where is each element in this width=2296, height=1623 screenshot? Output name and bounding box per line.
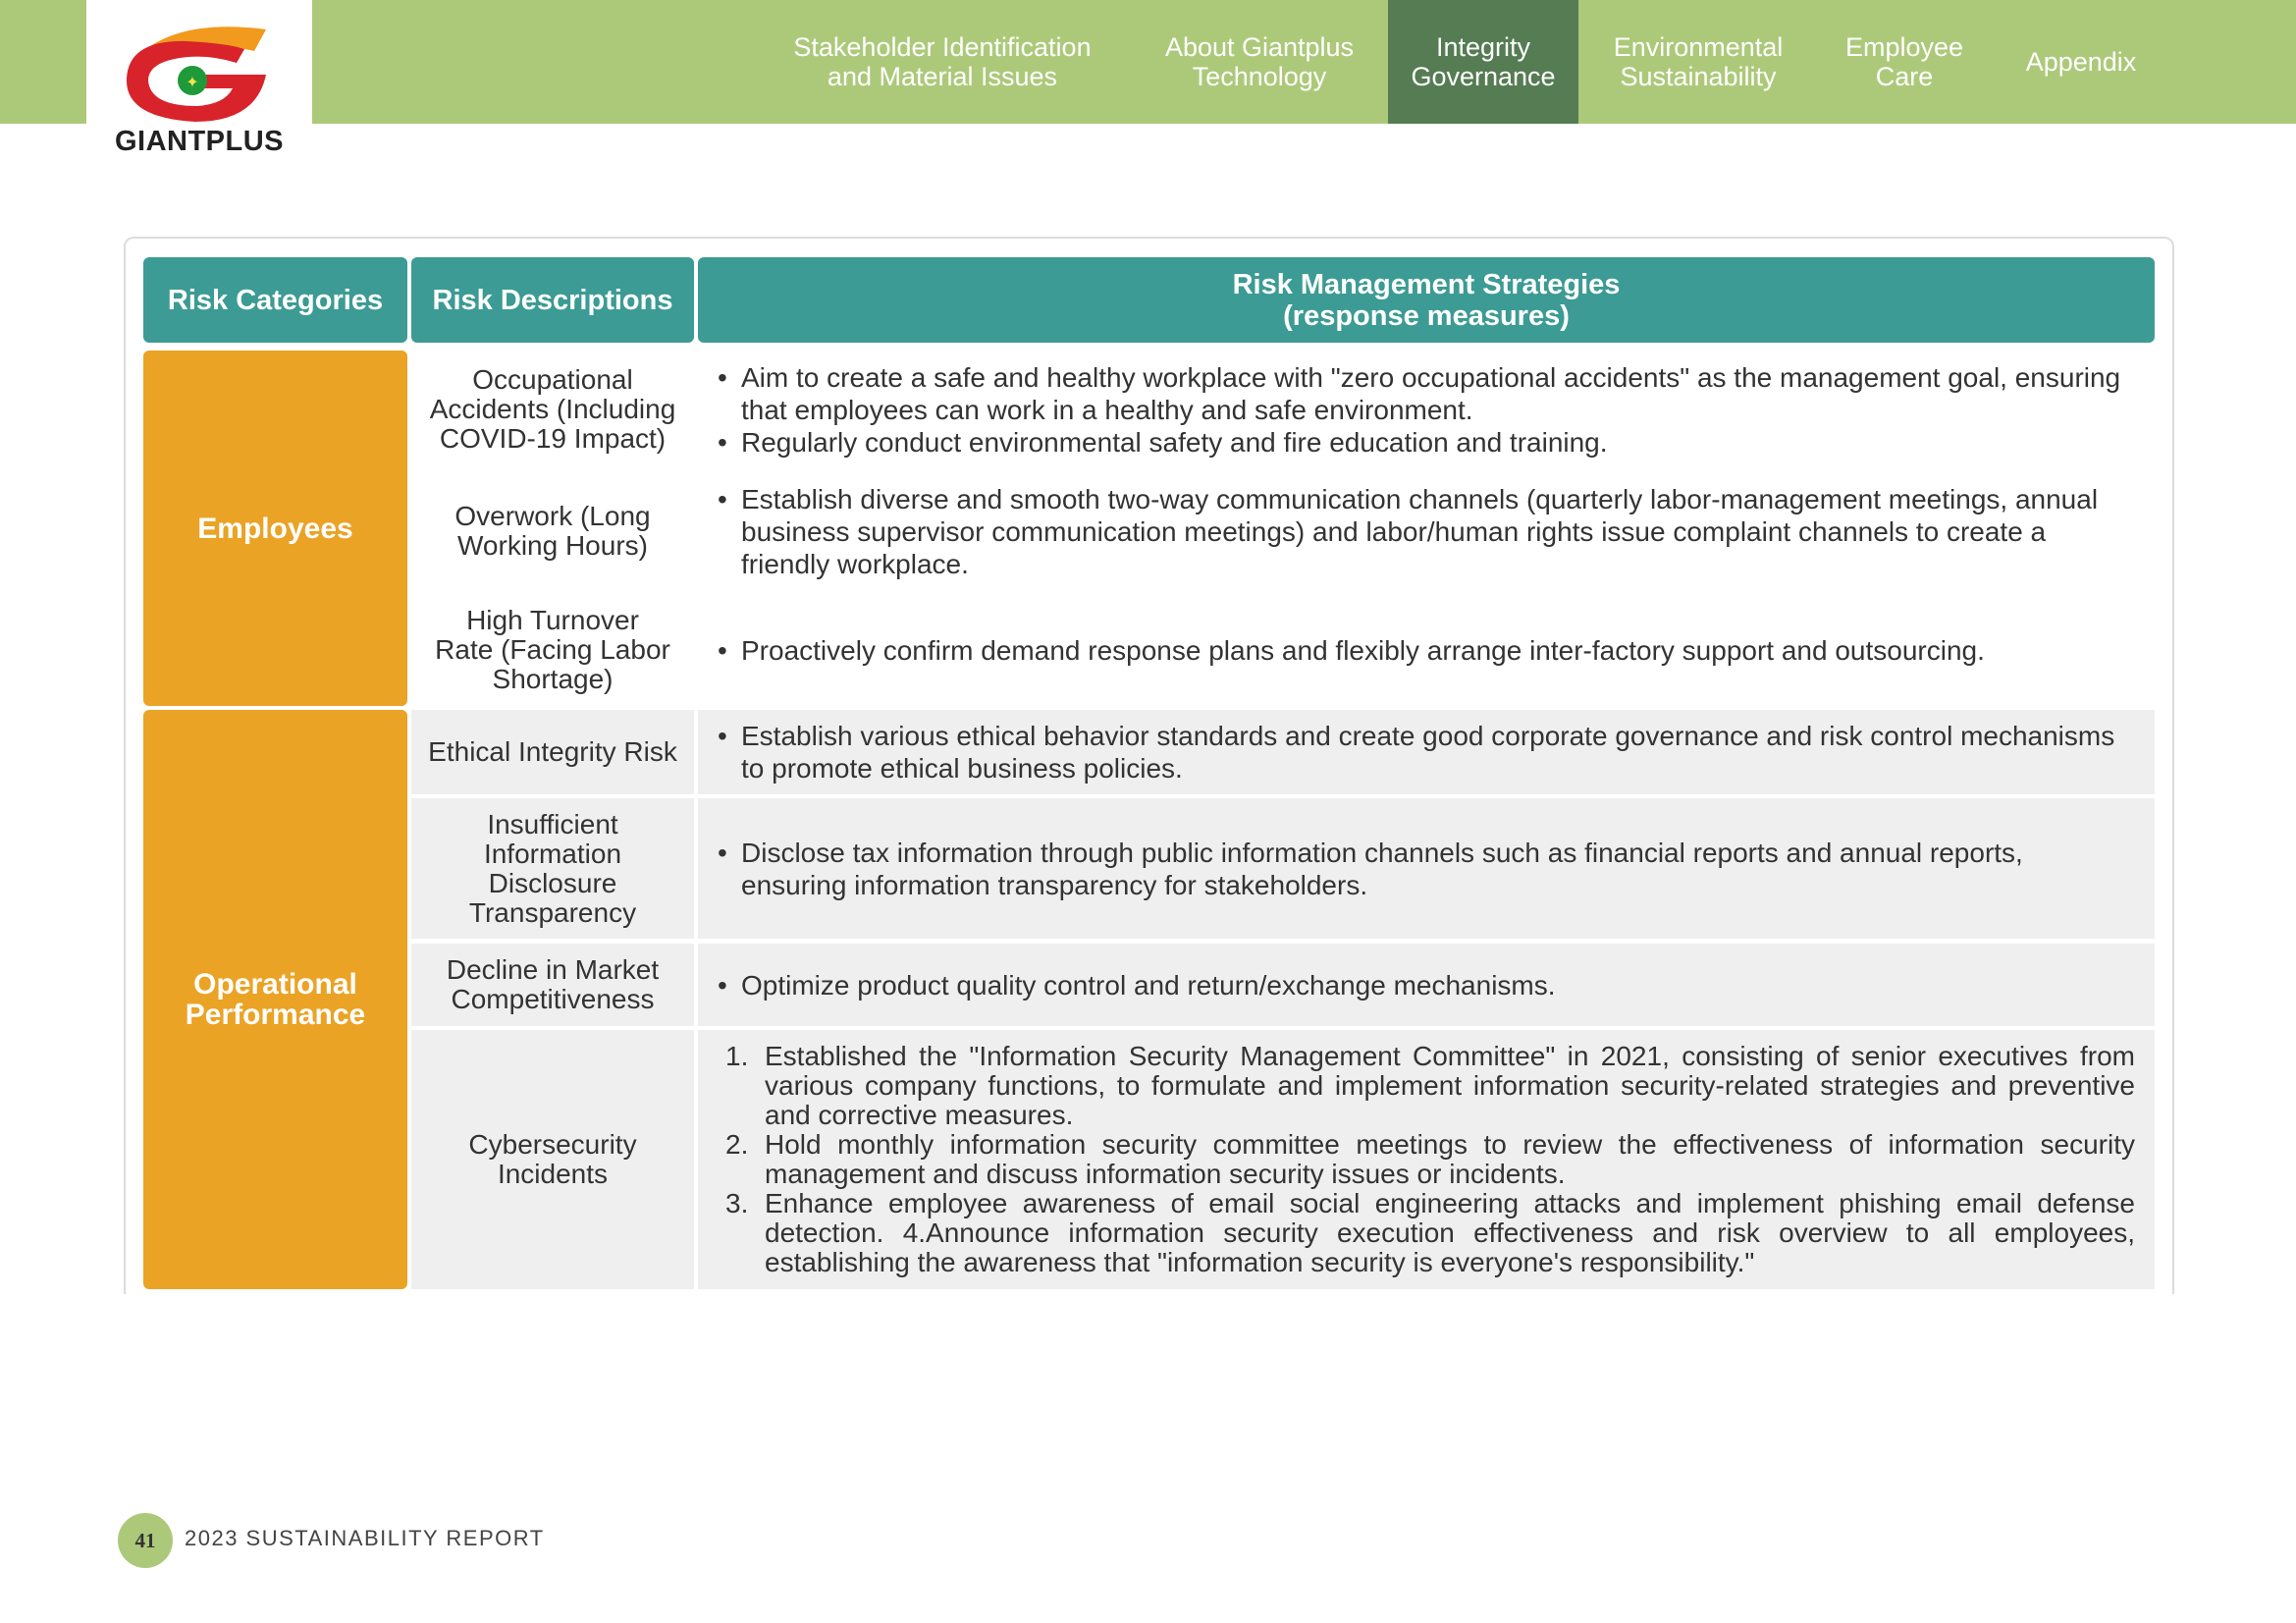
nav-label-line2: Care [1875,62,1934,91]
description-line: Competitiveness [451,984,655,1014]
strategy-numbered-item [725,1188,2135,1277]
page-number-badge: 41 [118,1513,173,1568]
header-risk-strategies [698,257,2155,343]
strategy-bullet: • Establish diverse and smooth two-way communication channels (quarterly labor-management meetings, annual business supervisor communication meetings) and labor/human rights issue complaint channels to create a friendly workplace. [741,483,2135,580]
description-line: Overwork (Long [454,501,651,531]
nav-label-line1: Integrity [1435,32,1531,62]
risk-description-high-turnover [411,594,694,706]
description-line: Transparency [468,896,637,928]
strategy-market-competitiveness [698,944,2155,1026]
category-label-line1: Operational [193,968,357,1001]
strategy-occupational-accidents [698,351,2155,468]
item-number: 2. [725,1129,749,1160]
nav-label-line1: Employee [1844,32,1964,62]
item-number: 3. [725,1188,749,1218]
strategy-bullet: • Establish various ethical behavior standards and create good corporate governance and risk control mechanisms to promote ethical business policies. [741,720,2135,784]
description-line: Insufficient [487,808,618,839]
strategy-bullet: • Proactively confirm demand response plans and flexibly arrange inter-factory support and outsourcing. [741,634,2135,667]
strategy-bullet: • Optimize product quality control and return/exchange mechanisms. [741,969,2135,1001]
strategy-disclosure-transparency [698,798,2155,939]
description-line: Rate (Facing Labor [435,634,670,665]
category-employees: Employees [143,351,407,706]
description-line: Decline in Market [446,954,660,985]
description-line: Working Hours) [457,530,648,561]
strategy-bullet: • Aim to create a safe and healthy workplace with "zero occupational accidents" as the management goal, ensuring that employees can work in a healthy and safe environment. [741,361,2135,426]
nav-label-line1: Stakeholder Identification [793,32,1092,62]
risk-description-cybersecurity [411,1030,694,1289]
category-label-line2: Performance [185,999,366,1031]
header-risk-descriptions: Risk Descriptions [411,257,694,343]
logo-text: GIANTPLUS [114,126,285,157]
strategy-numbered-item [725,1129,2135,1189]
risk-description-market-competitiveness [411,944,694,1026]
risk-description-overwork [411,472,694,590]
description-line: Cybersecurity [468,1129,637,1160]
strategy-high-turnover [698,594,2155,706]
description-line: High Turnover [466,605,639,635]
report-title: 2023 SUSTAINABILITY REPORT [185,1526,545,1550]
nav-label-line1: About Giantplus [1164,32,1355,62]
risk-description-ethical-integrity: Ethical Integrity Risk [411,710,694,794]
nav-environmental-sustainability[interactable] [1595,0,1801,124]
item-number: 1. [725,1041,749,1071]
category-operational-performance [143,710,407,1289]
svg-text:✦: ✦ [186,73,199,91]
giantplus-logo-icon [119,20,281,123]
strategy-bullet: • Disclose tax information through public information channels such as financial reports and annual reports, ensuring information transparency for stakeholders. [741,837,2135,901]
item-text: Enhance employee awareness of email social engineering attacks and implement phishing email defense detection. 4.Announce information security execution effectiveness and risk overview to all employees, establishing the awareness that "information security is everyone's responsibility." [765,1188,2135,1277]
nav-label-line1: Environmental [1613,32,1784,62]
description-line: Accidents (Including [429,394,676,424]
nav-stakeholder-identification[interactable] [775,0,1109,124]
item-text: Established the "Information Security Management Committee" in 2021, consisting of senior executives from various company functions, to formulate and implement information security-related strategies and preventive and corrective measures. [765,1041,2135,1130]
strategy-numbered-item [725,1041,2135,1130]
description-line: COVID-19 Impact) [439,423,667,454]
description-line: Shortage) [492,664,614,694]
nav-label-line2: Governance [1411,62,1556,91]
description-line: Disclosure [488,867,617,898]
logo[interactable] [86,0,312,162]
strategy-ethical-integrity [698,710,2155,794]
nav-label-line2: Sustainability [1620,62,1777,91]
header-strategies-line2: (response measures) [1283,299,1570,332]
nav-integrity-governance[interactable] [1388,0,1578,124]
nav-employee-care[interactable] [1826,0,1983,124]
nav-label-line2: and Material Issues [827,62,1058,91]
description-line: Incidents [497,1159,609,1189]
nav-appendix[interactable] [2007,0,2155,124]
risk-description-disclosure-transparency [411,798,694,939]
item-text: Hold monthly information security committee meetings to review the effectiveness of information security management and discuss information security issues or incidents. [765,1129,2135,1189]
nav-about-giantplus[interactable] [1144,0,1375,124]
strategy-bullet: • Regularly conduct environmental safety and fire education and training. [741,426,2135,459]
strategy-cybersecurity [698,1030,2155,1289]
description-line: Information [483,838,622,869]
risk-description-occupational-accidents [411,351,694,468]
nav-label: Appendix [2025,47,2137,77]
strategy-overwork [698,472,2155,590]
header-strategies-line1: Risk Management Strategies [1232,268,1621,300]
header-risk-categories: Risk Categories [143,257,407,343]
nav-label-line2: Technology [1192,62,1327,91]
description-line: Occupational [472,364,633,395]
